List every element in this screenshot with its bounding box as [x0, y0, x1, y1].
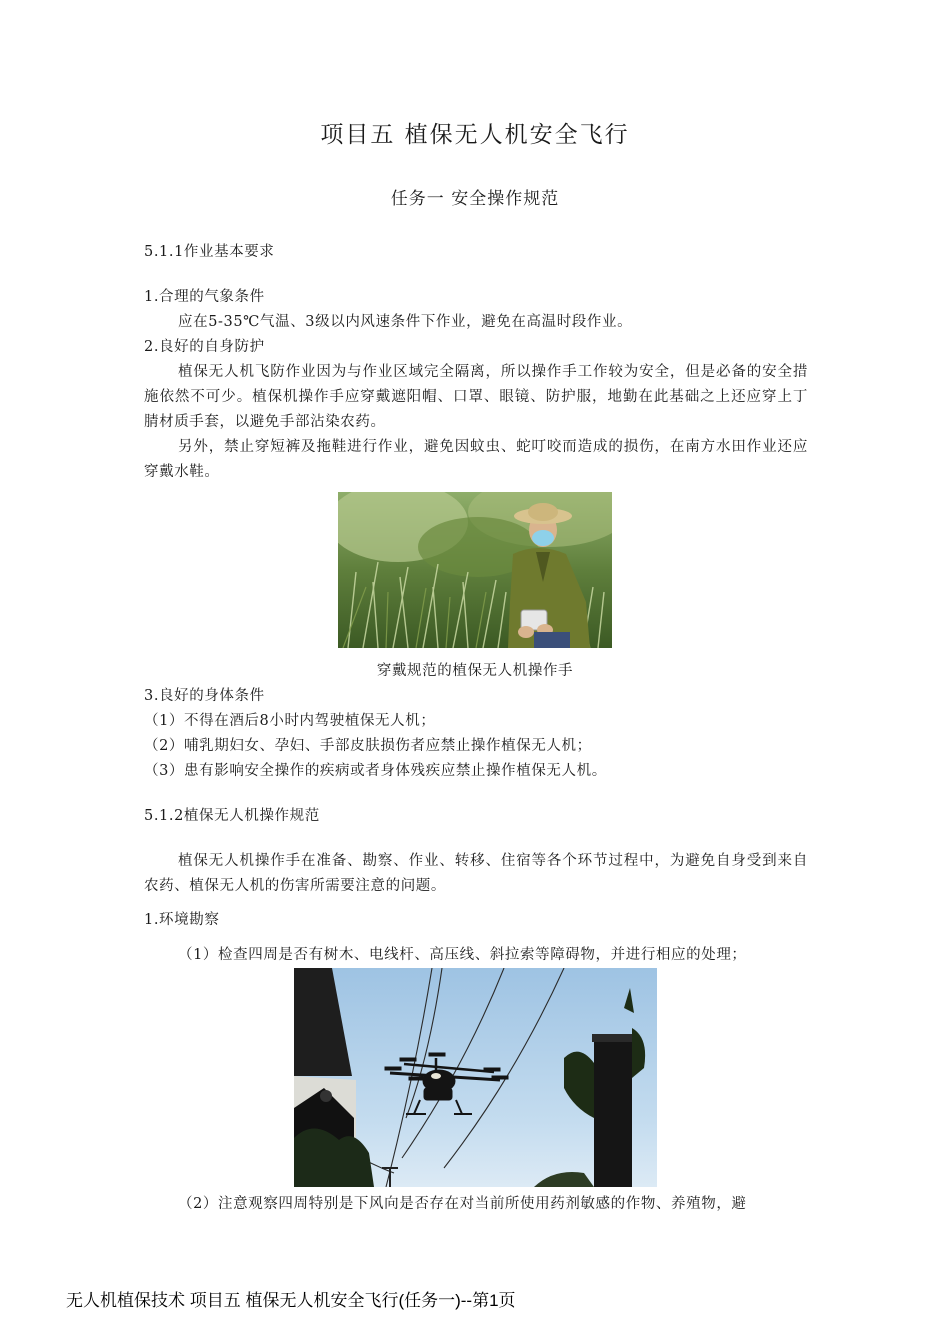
- item-heading-health: 3.良好的身体条件: [144, 688, 265, 704]
- item-heading-weather: 1.合理的气象条件: [144, 289, 265, 305]
- item-heading-environment: 1.环境勘察: [144, 912, 220, 928]
- item-heading-protection: 2.良好的自身防护: [144, 339, 265, 355]
- paragraph-clothing: 另外，禁止穿短裤及拖鞋进行作业，避免因蚊虫、蛇叮咬而造成的损伤，在南方水田作业还应穿戴水鞋。: [144, 439, 808, 480]
- page-footer: 无人机植保技术 项目五 植保无人机安全飞行(任务一)--第1页: [66, 1291, 516, 1310]
- section-heading-5-1-2: 5.1.2植保无人机操作规范: [144, 808, 320, 824]
- item-body-weather: 应在5-35℃气温、3级以内风速条件下作业，避免在高温时段作业。: [178, 314, 633, 330]
- health-rule-2: （2）哺乳期妇女、孕妇、手部皮肤损伤者应禁止操作植保无人机；: [144, 738, 592, 754]
- task-subtitle: 任务一 安全操作规范: [390, 189, 560, 209]
- operator-photo: [338, 492, 612, 648]
- page-title: 项目五 植保无人机安全飞行: [320, 122, 630, 148]
- paragraph-operation-norms: 植保无人机操作手在准备、勘察、作业、转移、住宿等各个环节过程中，为避免自身受到来自农药、植保无人机的伤害所需要注意的问题。: [144, 853, 808, 894]
- figure-caption-operator: 穿戴规范的植保无人机操作手: [376, 663, 574, 679]
- section-heading-5-1-1: 5.1.1作业基本要求: [144, 244, 275, 260]
- paragraph-protection: 植保无人机飞防作业因为与作业区域完全隔离，所以操作手工作较为安全，但是必备的安全措施依然不可少。植保机操作手应穿戴遮阳帽、口罩、眼镜、防护服，地勤在此基础之上还应穿上丁腈材质手套，以避免手部沾染农药。: [144, 364, 808, 430]
- health-rule-3: （3）患有影响安全操作的疾病或者身体残疾应禁止操作植保无人机。: [144, 763, 607, 779]
- environment-check-2: （2）注意观察四周特别是下风向是否存在对当前所使用药剂敏感的作物、养殖物，避: [178, 1196, 747, 1212]
- environment-check-1: （1）检查四周是否有树木、电线杆、高压线、斜拉索等障碍物，并进行相应的处理；: [178, 947, 747, 963]
- drone-photo: [294, 968, 657, 1187]
- health-rule-1: （1）不得在酒后8小时内驾驶植保无人机；: [144, 713, 436, 729]
